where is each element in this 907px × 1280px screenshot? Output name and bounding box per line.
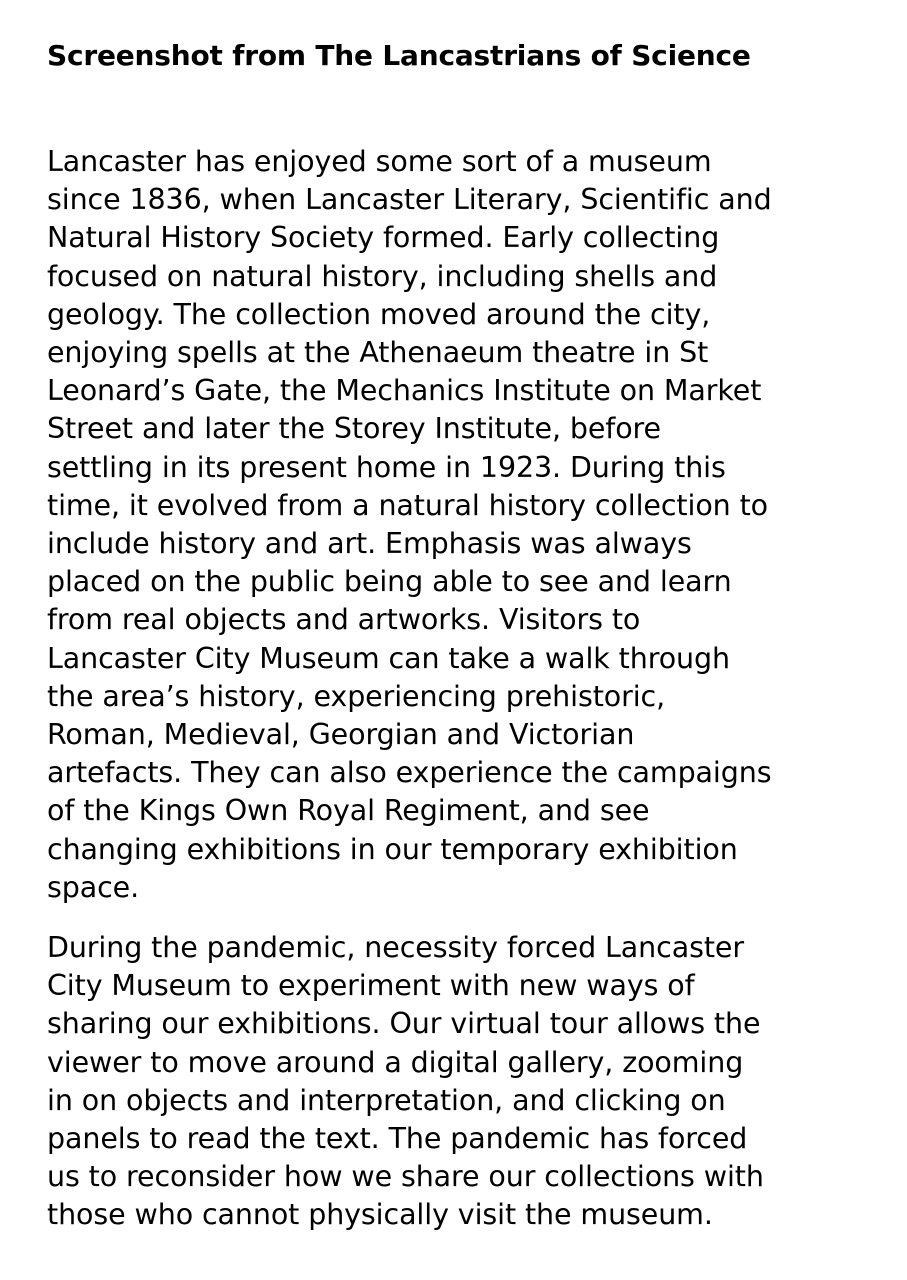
paragraph-line: sharing our exhibitions. Our virtual tour allows the bbox=[47, 1007, 761, 1041]
paragraph-line: since 1836, when Lancaster Literary, Scientific and bbox=[47, 183, 772, 217]
paragraph-line: During the pandemic, necessity forced Lancaster bbox=[47, 931, 744, 965]
paragraph-line: enjoying spells at the Athenaeum theatre in St bbox=[47, 336, 709, 370]
paragraph-pandemic bbox=[47, 929, 867, 1235]
paragraph-line: focused on natural history, including shells and bbox=[47, 259, 718, 293]
paragraph-line: changing exhibitions in our temporary exhibition bbox=[47, 832, 738, 866]
paragraph-line: Lancaster City Museum can take a walk through bbox=[47, 641, 730, 675]
paragraph-line: viewer to move around a digital gallery, zooming bbox=[47, 1045, 744, 1079]
paragraph-line: those who cannot physically visit the museum. bbox=[47, 1198, 713, 1232]
paragraph-line: geology. The collection moved around the city, bbox=[47, 297, 711, 331]
paragraph-line: panels to read the text. The pandemic has forced bbox=[47, 1122, 748, 1156]
paragraph-line: Street and later the Storey Institute, before bbox=[47, 412, 661, 446]
document-page bbox=[47, 38, 867, 1235]
paragraph-line: in on objects and interpretation, and clicking on bbox=[47, 1083, 726, 1117]
paragraph-line: from real objects and artworks. Visitors to bbox=[47, 603, 641, 637]
paragraph-line: Leonard’s Gate, the Mechanics Institute on Market bbox=[47, 374, 762, 408]
paragraph-line: time, it evolved from a natural history collection to bbox=[47, 488, 768, 522]
paragraph-line: City Museum to experiment with new ways of bbox=[47, 969, 695, 1003]
document-title: Screenshot from The Lancastrians of Science bbox=[47, 39, 751, 72]
paragraph-line: us to reconsider how we share our collections with bbox=[47, 1160, 764, 1194]
paragraph-line: the area’s history, experiencing prehistoric, bbox=[47, 679, 666, 713]
paragraph-line: artefacts. They can also experience the campaigns bbox=[47, 756, 772, 790]
paragraph-line: settling in its present home in 1923. During this bbox=[47, 450, 726, 484]
paragraph-line: include history and art. Emphasis was always bbox=[47, 527, 692, 561]
paragraph-line: of the Kings Own Royal Regiment, and see bbox=[47, 794, 650, 828]
paragraph-museum-history bbox=[47, 143, 867, 907]
paragraph-line: Roman, Medieval, Georgian and Victorian bbox=[47, 718, 635, 752]
paragraph-line: Lancaster has enjoyed some sort of a museum bbox=[47, 145, 712, 178]
paragraph-line: placed on the public being able to see and learn bbox=[47, 565, 732, 599]
paragraph-line: space. bbox=[47, 870, 140, 904]
paragraph-line: Natural History Society formed. Early collecting bbox=[47, 221, 720, 255]
